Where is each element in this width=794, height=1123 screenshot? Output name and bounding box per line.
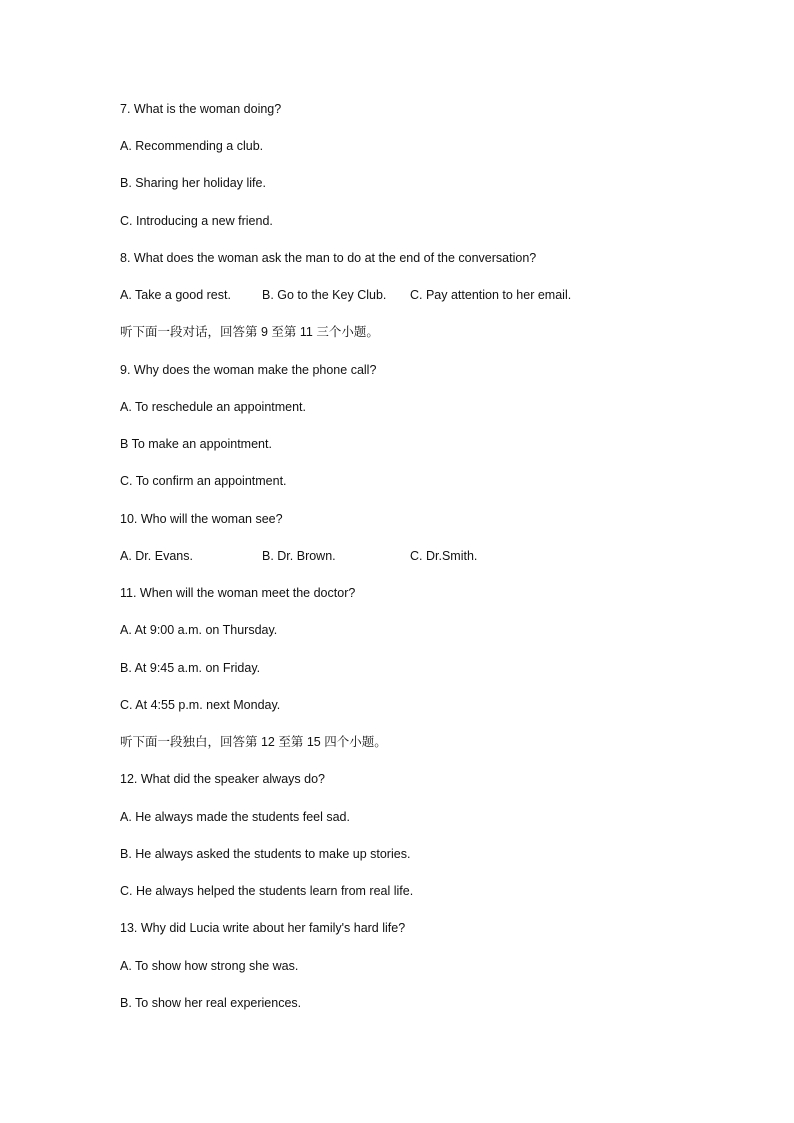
question-9: 9. Why does the woman make the phone call?	[120, 363, 377, 377]
option-12b: B. He always asked the students to make up stories.	[120, 847, 411, 861]
option-11b: B. At 9:45 a.m. on Friday.	[120, 661, 261, 675]
question-12: 12. What did the speaker always do?	[120, 772, 325, 786]
option-9a: A. To reschedule an appointment.	[120, 400, 307, 414]
option-13a: A. To show how strong she was.	[120, 959, 299, 973]
option-7b: B. Sharing her holiday life.	[120, 176, 266, 190]
option-9c: C. To confirm an appointment.	[120, 474, 287, 488]
question-7: 7. What is the woman doing?	[120, 102, 282, 116]
option-11c: C. At 4:55 p.m. next Monday.	[120, 698, 281, 712]
option-12a: A. He always made the students feel sad.	[120, 810, 350, 824]
option-10a: A. Dr. Evans.	[120, 549, 193, 563]
question-13: 13. Why did Lucia write about her family's hard life?	[120, 921, 406, 935]
option-8a: A. Take a good rest.	[120, 288, 231, 302]
option-10b: B. Dr. Brown.	[262, 549, 336, 563]
option-7c: C. Introducing a new friend.	[120, 214, 273, 228]
option-11a: A. At 9:00 a.m. on Thursday.	[120, 623, 278, 637]
question-10: 10. Who will the woman see?	[120, 512, 283, 526]
option-8b: B. Go to the Key Club.	[262, 288, 387, 302]
option-8c: C. Pay attention to her email.	[410, 288, 572, 302]
option-9b: B To make an appointment.	[120, 437, 272, 451]
section-instruction-12-15: 听下面一段独白，回答第 12 至第 15 四个小题。	[120, 735, 387, 749]
option-10c: C. Dr.Smith.	[410, 549, 478, 563]
option-7a: A. Recommending a club.	[120, 139, 264, 153]
question-11: 11. When will the woman meet the doctor?	[120, 586, 356, 600]
option-13b: B. To show her real experiences.	[120, 996, 302, 1010]
question-8: 8. What does the woman ask the man to do at the end of the conversation?	[120, 251, 537, 265]
section-instruction-9-11: 听下面一段对话，回答第 9 至第 11 三个小题。	[120, 325, 379, 339]
option-12c: C. He always helped the students learn from real life.	[120, 884, 414, 898]
